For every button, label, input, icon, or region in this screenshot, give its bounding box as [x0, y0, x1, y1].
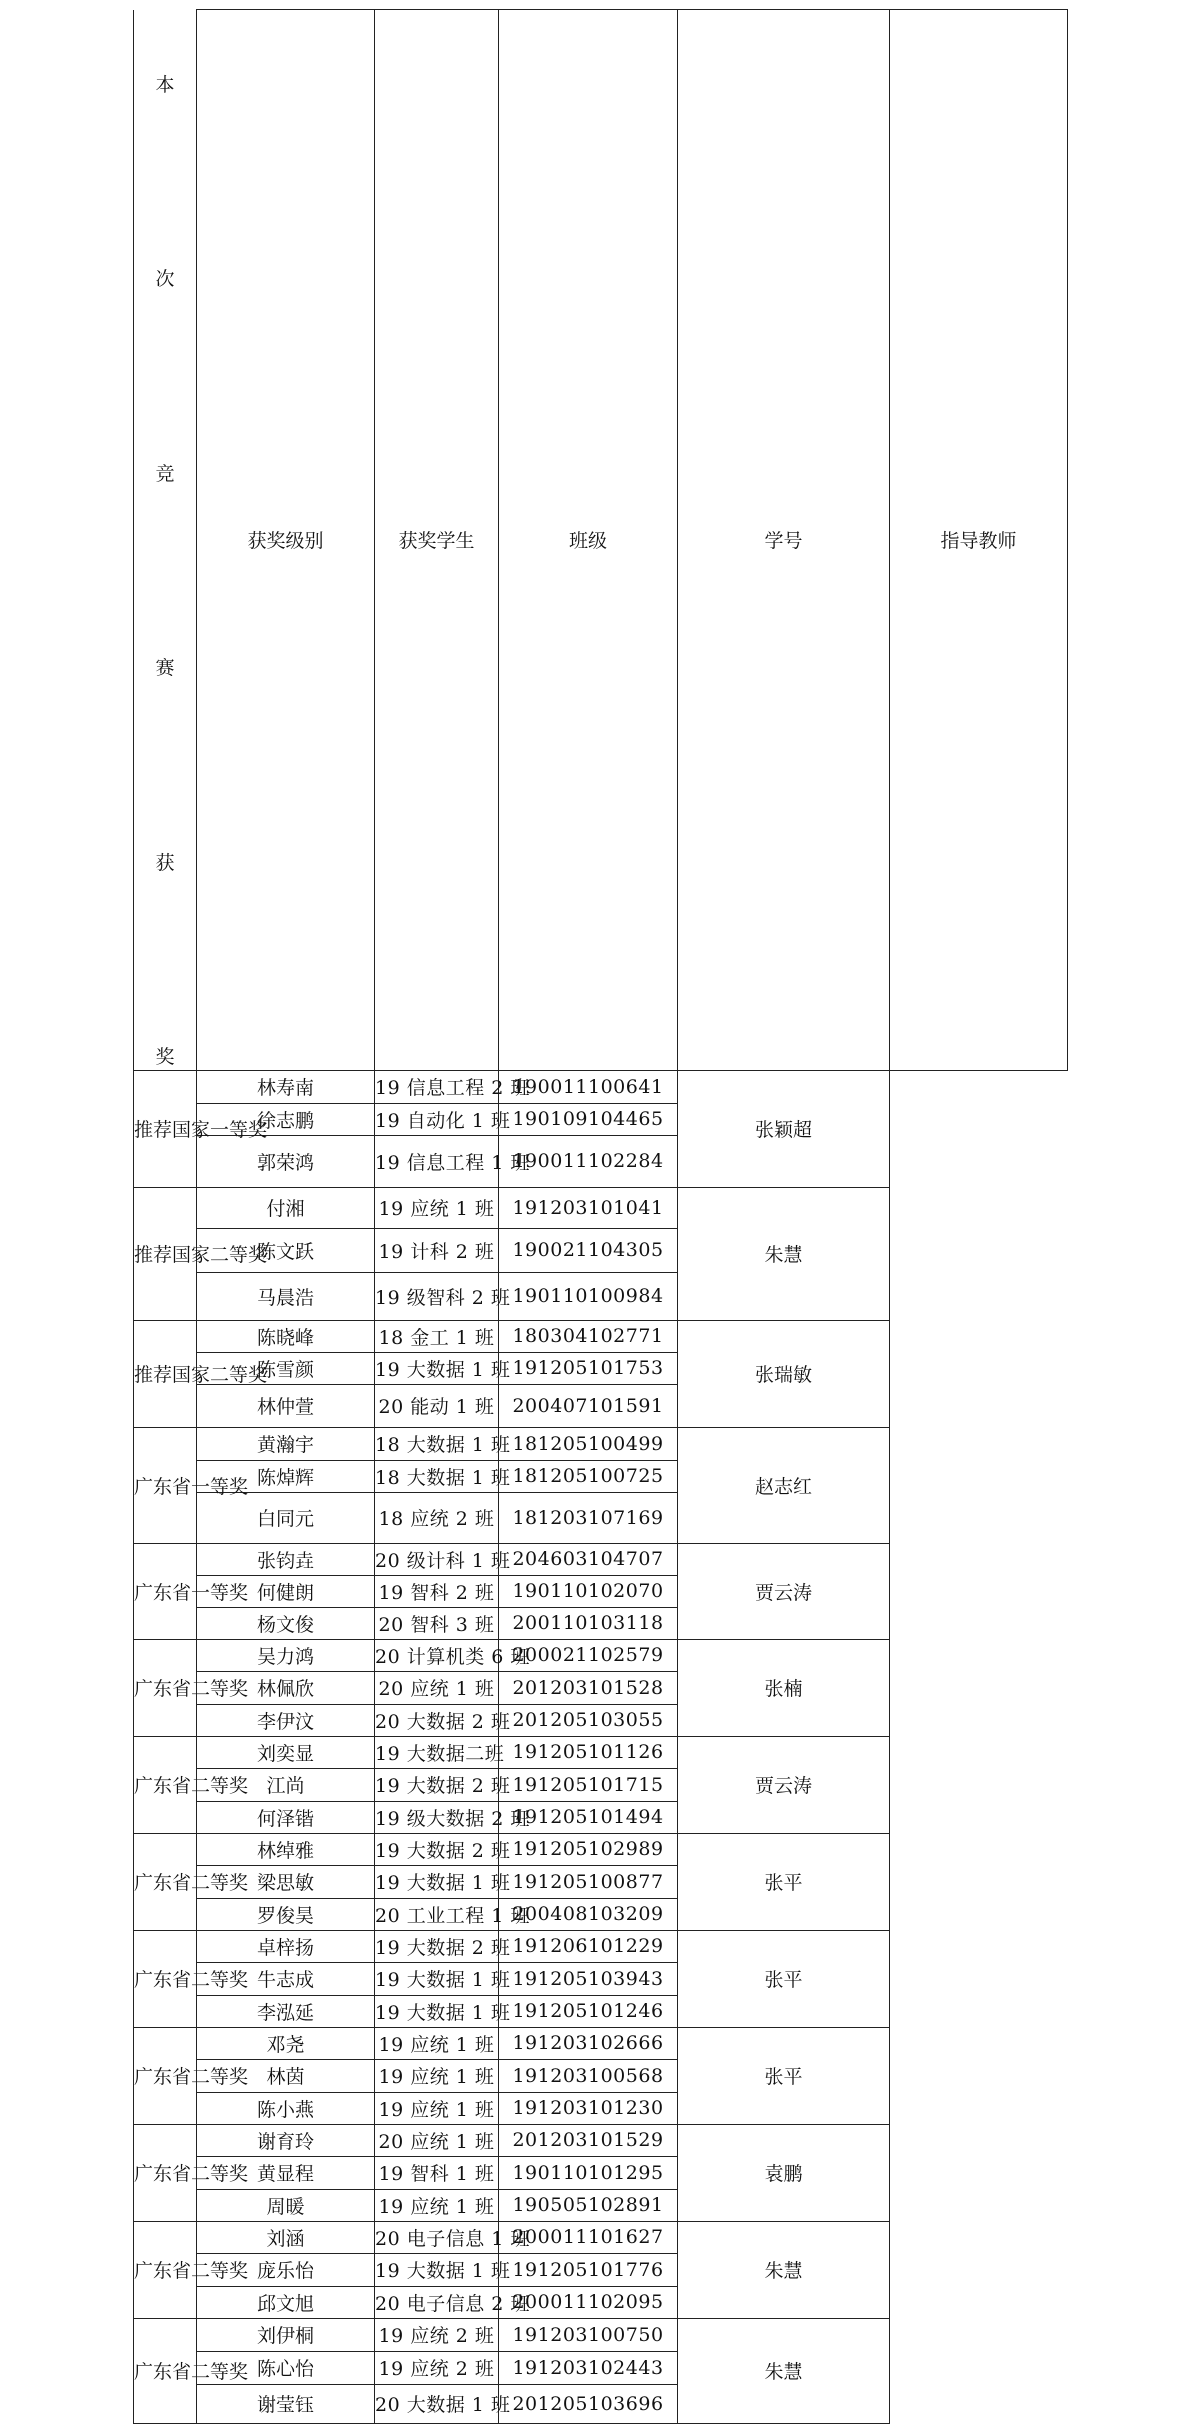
- class-cell: 19 大数据 1 班: [375, 1962, 499, 1995]
- student-cell: 林绰雅: [197, 1833, 375, 1865]
- student-id-cell: 181203107169: [499, 1492, 678, 1543]
- class-cell: 19 大数据 2 班: [375, 1833, 499, 1865]
- student-id-cell: 200110103118: [499, 1607, 678, 1639]
- student-cell: 黄瀚宇: [197, 1427, 375, 1460]
- award-level-cell: 广东省二等奖: [134, 2027, 197, 2124]
- award-level-cell: 广东省二等奖: [134, 2221, 197, 2318]
- student-id-cell: 200011101627: [499, 2221, 678, 2253]
- award-level-cell: 广东省二等奖: [134, 1833, 197, 1930]
- class-cell: 19 应统 1 班: [375, 2092, 499, 2124]
- class-cell: 18 应统 2 班: [375, 1492, 499, 1543]
- student-id-cell: 191205102989: [499, 1833, 678, 1865]
- student-id-cell: 191203100568: [499, 2059, 678, 2092]
- header-student: 获奖学生: [375, 10, 499, 1071]
- student-id-cell: 201203101529: [499, 2124, 678, 2156]
- class-cell: 19 自动化 1 班: [375, 1103, 499, 1135]
- table-row: [134, 1736, 1068, 1768]
- table-row: [134, 1962, 1068, 1995]
- student-id-cell: 191203100750: [499, 2318, 678, 2351]
- table-row: [134, 1607, 1068, 1639]
- student-cell: 罗俊昊: [197, 1898, 375, 1930]
- student-id-cell: 201203101528: [499, 1671, 678, 1704]
- table-row: [134, 2156, 1068, 2189]
- table-row: [134, 1833, 1068, 1865]
- class-cell: 19 大数据 2 班: [375, 1768, 499, 1801]
- table-row: [134, 2059, 1068, 2092]
- class-cell: 20 计算机类 6 班: [375, 1639, 499, 1671]
- teacher-cell: 张楠: [678, 1639, 890, 1736]
- table-row: [134, 1384, 1068, 1427]
- award-level-cell: 广东省一等奖: [134, 1427, 197, 1543]
- student-cell: 马晨浩: [197, 1272, 375, 1320]
- class-cell: 18 大数据 1 班: [375, 1460, 499, 1492]
- student-id-cell: 191205101776: [499, 2253, 678, 2286]
- table-row: [134, 2027, 1068, 2059]
- student-id-cell: 190011100641: [499, 1070, 678, 1103]
- table-row: [134, 1070, 1068, 1103]
- class-cell: 19 大数据 2 班: [375, 1930, 499, 1962]
- award-level-cell: 广东省二等奖: [134, 2318, 197, 2423]
- table-row: [134, 1995, 1068, 2027]
- header-teacher: 指导教师: [890, 10, 1068, 1071]
- student-cell: 郭荣鸿: [197, 1135, 375, 1187]
- student-id-cell: 191205103943: [499, 1962, 678, 1995]
- student-cell: 李伊汶: [197, 1704, 375, 1736]
- student-id-cell: 190110100984: [499, 1272, 678, 1320]
- class-cell: 19 大数据 1 班: [375, 1995, 499, 2027]
- class-cell: 19 应统 2 班: [375, 2351, 499, 2384]
- table-row: [134, 1704, 1068, 1736]
- student-id-cell: 191203102666: [499, 2027, 678, 2059]
- side-label-cell: [134, 10, 197, 1071]
- side-label-char: 竞: [155, 462, 175, 485]
- student-cell: 刘伊桐: [197, 2318, 375, 2351]
- student-cell: 陈焯辉: [197, 1460, 375, 1492]
- student-id-cell: 191203101041: [499, 1187, 678, 1228]
- class-cell: 19 应统 1 班: [375, 1187, 499, 1228]
- student-id-cell: 200407101591: [499, 1384, 678, 1427]
- student-id-cell: 181205100499: [499, 1427, 678, 1460]
- awards-table: [133, 9, 1068, 2424]
- class-cell: 18 大数据 1 班: [375, 1427, 499, 1460]
- table-row: [134, 1103, 1068, 1135]
- table-row: [134, 1320, 1068, 1352]
- table-row: [134, 2092, 1068, 2124]
- student-id-cell: 191203101230: [499, 2092, 678, 2124]
- student-id-cell: 191205101126: [499, 1736, 678, 1768]
- side-label: [134, 10, 196, 1070]
- teacher-cell: 贾云涛: [678, 1543, 890, 1639]
- table-row: [134, 1352, 1068, 1384]
- student-id-cell: 190109104465: [499, 1103, 678, 1135]
- student-id-cell: 204603104707: [499, 1543, 678, 1575]
- student-cell: 黄显程: [197, 2156, 375, 2189]
- student-cell: 庞乐怡: [197, 2253, 375, 2286]
- class-cell: 20 电子信息 1 班: [375, 2221, 499, 2253]
- student-id-cell: 190021104305: [499, 1228, 678, 1272]
- teacher-cell: 张平: [678, 1930, 890, 2027]
- student-id-cell: 190110101295: [499, 2156, 678, 2189]
- table-row: [134, 2189, 1068, 2221]
- student-cell: 邱文旭: [197, 2286, 375, 2318]
- student-cell: 林佩欣: [197, 1671, 375, 1704]
- student-cell: 吴力鸿: [197, 1639, 375, 1671]
- class-cell: 19 应统 1 班: [375, 2059, 499, 2092]
- student-cell: 陈雪颜: [197, 1352, 375, 1384]
- table-row: [134, 1228, 1068, 1272]
- student-cell: 林寿南: [197, 1070, 375, 1103]
- teacher-cell: 贾云涛: [678, 1736, 890, 1833]
- class-cell: 19 大数据 1 班: [375, 2253, 499, 2286]
- student-cell: 谢莹钰: [197, 2384, 375, 2423]
- award-level-cell: 推荐国家二等奖: [134, 1320, 197, 1427]
- teacher-cell: 朱慧: [678, 2221, 890, 2318]
- student-id-cell: 191203102443: [499, 2351, 678, 2384]
- student-cell: 江尚: [197, 1768, 375, 1801]
- table-row: [134, 1801, 1068, 1833]
- student-id-cell: 191206101229: [499, 1930, 678, 1962]
- class-cell: 19 应统 2 班: [375, 2318, 499, 2351]
- student-id-cell: 201205103055: [499, 1704, 678, 1736]
- class-cell: 20 工业工程 1 班: [375, 1898, 499, 1930]
- table-row: [134, 2124, 1068, 2156]
- award-level-cell: 推荐国家二等奖: [134, 1187, 197, 1320]
- student-id-cell: 191205101753: [499, 1352, 678, 1384]
- student-cell: 刘涵: [197, 2221, 375, 2253]
- student-id-cell: 200011102095: [499, 2286, 678, 2318]
- teacher-cell: 朱慧: [678, 2318, 890, 2423]
- class-cell: 19 大数据二班: [375, 1736, 499, 1768]
- table-row: [134, 1768, 1068, 1801]
- student-cell: 陈小燕: [197, 2092, 375, 2124]
- header-id: 学号: [678, 10, 890, 1071]
- teacher-cell: 张平: [678, 1833, 890, 1930]
- class-cell: 19 大数据 1 班: [375, 1865, 499, 1898]
- header-level: 获奖级别: [197, 10, 375, 1071]
- student-cell: 李泓延: [197, 1995, 375, 2027]
- award-level-cell: 广东省一等奖: [134, 1543, 197, 1639]
- class-cell: 19 级智科 2 班: [375, 1272, 499, 1320]
- teacher-cell: 张瑞敏: [678, 1320, 890, 1427]
- side-label-char: 获: [155, 851, 175, 874]
- student-id-cell: 191205101715: [499, 1768, 678, 1801]
- awards-table-body: [134, 1070, 1068, 2423]
- student-cell: 何泽锴: [197, 1801, 375, 1833]
- class-cell: 20 应统 1 班: [375, 2124, 499, 2156]
- student-id-cell: 200021102579: [499, 1639, 678, 1671]
- table-row: [134, 1898, 1068, 1930]
- table-row: [134, 2286, 1068, 2318]
- student-cell: 杨文俊: [197, 1607, 375, 1639]
- class-cell: 19 大数据 1 班: [375, 1352, 499, 1384]
- table-row: [134, 1187, 1068, 1228]
- student-id-cell: 181205100725: [499, 1460, 678, 1492]
- student-cell: 林仲萱: [197, 1384, 375, 1427]
- student-cell: 徐志鹏: [197, 1103, 375, 1135]
- table-row: [134, 2318, 1068, 2351]
- class-cell: 19 智科 1 班: [375, 2156, 499, 2189]
- award-level-cell: 广东省二等奖: [134, 1639, 197, 1736]
- student-id-cell: 190011102284: [499, 1135, 678, 1187]
- class-cell: 19 应统 1 班: [375, 2189, 499, 2221]
- table-row: [134, 1135, 1068, 1187]
- student-cell: 陈文跃: [197, 1228, 375, 1272]
- side-label-char: 赛: [155, 657, 175, 680]
- student-cell: 白同元: [197, 1492, 375, 1543]
- table-row: [134, 1272, 1068, 1320]
- student-cell: 付湘: [197, 1187, 375, 1228]
- student-id-cell: 190505102891: [499, 2189, 678, 2221]
- teacher-cell: 张颖超: [678, 1070, 890, 1187]
- table-row: [134, 1575, 1068, 1607]
- table-row: [134, 1671, 1068, 1704]
- teacher-cell: 袁鹏: [678, 2124, 890, 2221]
- table-row: [134, 2384, 1068, 2423]
- teacher-cell: 赵志红: [678, 1427, 890, 1543]
- student-cell: 周暖: [197, 2189, 375, 2221]
- award-level-cell: 广东省二等奖: [134, 2124, 197, 2221]
- side-label-char: 本: [155, 73, 175, 96]
- student-id-cell: 191205101494: [499, 1801, 678, 1833]
- table-row: [134, 1460, 1068, 1492]
- table-row: [134, 1543, 1068, 1575]
- student-cell: 梁思敏: [197, 1865, 375, 1898]
- table-row: [134, 1427, 1068, 1460]
- award-level-cell: 推荐国家一等奖: [134, 1070, 197, 1187]
- student-cell: 何健朗: [197, 1575, 375, 1607]
- award-level-cell: 广东省二等奖: [134, 1930, 197, 2027]
- side-label-char: 次: [155, 268, 175, 291]
- class-cell: 20 电子信息 2 班: [375, 2286, 499, 2318]
- student-cell: 刘奕显: [197, 1736, 375, 1768]
- student-cell: 陈晓峰: [197, 1320, 375, 1352]
- class-cell: 18 金工 1 班: [375, 1320, 499, 1352]
- student-cell: 邓尧: [197, 2027, 375, 2059]
- teacher-cell: 朱慧: [678, 1187, 890, 1320]
- table-row: [134, 1492, 1068, 1543]
- student-id-cell: 191205100877: [499, 1865, 678, 1898]
- class-cell: 20 大数据 1 班: [375, 2384, 499, 2423]
- class-cell: 20 应统 1 班: [375, 1671, 499, 1704]
- header-class: 班级: [499, 10, 678, 1071]
- student-id-cell: 200408103209: [499, 1898, 678, 1930]
- student-cell: 陈心怡: [197, 2351, 375, 2384]
- student-id-cell: 201205103696: [499, 2384, 678, 2423]
- class-cell: 19 信息工程 2 班: [375, 1070, 499, 1103]
- class-cell: 20 级计科 1 班: [375, 1543, 499, 1575]
- table-row: [134, 1865, 1068, 1898]
- class-cell: 19 级大数据 2 班: [375, 1801, 499, 1833]
- table-row: [134, 1639, 1068, 1671]
- header-row: [134, 10, 1068, 1071]
- class-cell: 20 智科 3 班: [375, 1607, 499, 1639]
- class-cell: 19 信息工程 1 班: [375, 1135, 499, 1187]
- class-cell: 19 计科 2 班: [375, 1228, 499, 1272]
- student-id-cell: 191205101246: [499, 1995, 678, 2027]
- student-cell: 牛志成: [197, 1962, 375, 1995]
- student-id-cell: 180304102771: [499, 1320, 678, 1352]
- side-label-char: 奖: [155, 1046, 175, 1069]
- award-level-cell: 广东省二等奖: [134, 1736, 197, 1833]
- table-row: [134, 1930, 1068, 1962]
- student-cell: 林茵: [197, 2059, 375, 2092]
- teacher-cell: 张平: [678, 2027, 890, 2124]
- student-cell: 谢育玲: [197, 2124, 375, 2156]
- table-row: [134, 2253, 1068, 2286]
- student-id-cell: 190110102070: [499, 1575, 678, 1607]
- table-row: [134, 2221, 1068, 2253]
- student-cell: 张钧垚: [197, 1543, 375, 1575]
- class-cell: 19 智科 2 班: [375, 1575, 499, 1607]
- table-row: [134, 2351, 1068, 2384]
- student-cell: 卓梓扬: [197, 1930, 375, 1962]
- class-cell: 19 应统 1 班: [375, 2027, 499, 2059]
- class-cell: 20 能动 1 班: [375, 1384, 499, 1427]
- awards-document: [133, 9, 1067, 2424]
- class-cell: 20 大数据 2 班: [375, 1704, 499, 1736]
